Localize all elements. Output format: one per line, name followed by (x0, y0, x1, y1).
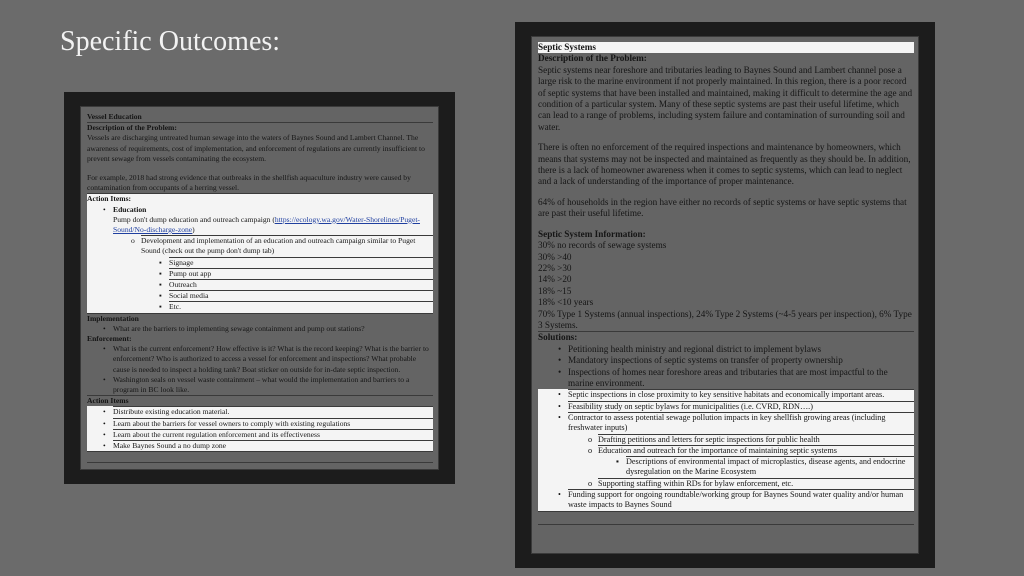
implementation-label: Implementation (87, 313, 433, 324)
education-link[interactable]: https://ecology.wa.gov/Water-Shorelines/Puget-Sound/No-discharge-zone (113, 214, 420, 235)
action-items-label: Action Items (87, 395, 433, 406)
info-line: 30% >40 (538, 251, 572, 262)
sub-item: o Drafting petitions and letters for septic inspections for public health (598, 434, 914, 445)
solution-item: • Inspections of homes near foreshore areas and tributaries that are most impactful to the marine environment. (568, 367, 914, 390)
implementation-item: • What are the barriers to implementing sewage containment and pump out stations? (113, 324, 433, 334)
right-document-page (531, 36, 919, 554)
right-problem-p3: 64% of households in the region have either no records of septic systems or have septic systems that are past their useful lifetime. (538, 196, 907, 219)
left-problem-p2: For example, 2018 had strong evidence that outbreaks in the shellfish aquaculture industry were caused by contamination from occupants of a herring vessel. (87, 173, 411, 193)
subsub-item: ▪ Descriptions of environmental impact of microplastics, disease agents, and endocrine dysregulation on the Marine Ecosystem (626, 456, 914, 478)
solution-item: • Petitioning health ministry and regional district to implement bylaws (568, 344, 914, 355)
right-document-content (538, 42, 914, 537)
sub-item: o Supporting staffing within RDs for bylaw enforcement, etc. (598, 478, 914, 489)
action-item: • Learn about the current regulation enforcement and its effectiveness (113, 429, 433, 440)
right-document-frame (515, 22, 935, 568)
action-item: • Learn about the barriers for vessel owners to comply with existing regulations (113, 418, 433, 429)
solution-item: • Mandatory inspections of septic systems on transfer of property ownership (568, 355, 914, 366)
sub-item-outreach: ▪ Outreach (169, 279, 433, 290)
enforcement-item: • Washington seals on vessel waste containment – what would the implementation and barriers to a program in BC look like. (113, 375, 433, 395)
info-line: 18% <10 years (538, 297, 594, 308)
info-line: 30% no records of sewage systems (538, 240, 667, 251)
left-action-label: Action Items: (87, 193, 433, 204)
solutions-label: Solutions: (538, 331, 914, 343)
info-line: 22% >30 (538, 262, 572, 273)
table-item: • Septic inspections in close proximity to key sensitive habitats and economically important areas. (568, 389, 914, 400)
enforcement-item: • What is the current enforcement? How effective is it? What is the record keeping? What is the barrier to enforcement? Who is authorized to access a vessel for enforcement and inspections? What probable cause is needed to inspect a holding tank? Boat sticker on outside for in-date septic inspection. (113, 344, 433, 375)
left-problem-label: Description of the Problem: (87, 122, 433, 133)
table-item: • Contractor to assess potential sewage pollution impacts in key shellfish growing areas (including freshwater inputs) (568, 412, 914, 434)
sub-item: o Education and outreach for the importance of maintaining septic systems (598, 445, 914, 456)
slide-title: Specific Outcomes: (60, 26, 281, 57)
left-document-content (87, 112, 433, 470)
vessel-heading: Vessel Education (87, 112, 142, 121)
sub-item-signage: ▪ Signage (169, 257, 433, 268)
left-document-page (80, 106, 439, 470)
info-label: Septic System Information: (538, 228, 646, 239)
sub-item-social: ▪ Social media (169, 290, 433, 301)
info-line: 70% Type 1 Systems (annual inspections), 24% Type 2 Systems (~4-5 years per inspection), 6% Type 3 Systems. (538, 308, 912, 330)
sub-item-app: ▪ Pump out app (169, 268, 433, 279)
left-document-frame (64, 92, 455, 484)
enforcement-label: Enforcement: (87, 334, 132, 344)
action-item: • Make Baynes Sound a no dump zone (113, 440, 433, 451)
dev-item: o Development and implementation of an education and outreach campaign similar to Puget Sound (check out the pump don't dump tab) (141, 235, 433, 256)
table-item: • Feasibility study on septic bylaws for municipalities (i.e. CVRD, RDN….) (568, 401, 914, 412)
sub-item-etc: ▪ Etc. (169, 301, 433, 312)
septic-heading: Septic Systems (538, 42, 914, 53)
info-line: 14% >20 (538, 274, 572, 285)
right-problem-p1: Septic systems near foreshore and tributaries leading to Baynes Sound and Lambert channel pose a large risk to the marine environment if not properly maintained. In this region, there is a poor record of septic systems that have been installed and maintained, making it difficult to determine the age and condition of a particular system. Many of these septic systems are past their useful lifetime, which can lead to a range of problems, including system failure and contamination of surrounding soil and water. (538, 64, 913, 132)
right-problem-label: Description of the Problem: (538, 53, 647, 64)
info-line: 18% ~15 (538, 285, 572, 296)
action-item: • Distribute existing education material. (113, 406, 433, 417)
funding-item: • Funding support for ongoing roundtable/working group for Baynes Sound water quality and/or human waste impacts to Baynes Sound (568, 489, 914, 511)
left-problem-p1: Vessels are discharging untreated human sewage into the waters of Baynes Sound and Lambert Channel. The awareness of requirements, cost of implementation, and enforcement of regulations are currently insufficient to prevent sewage from vessels contaminating the ecosystem. (87, 133, 425, 163)
education-item: • Education Pump don't dump education and outreach campaign (https://ecology.wa.gov/Water-Shorelines/Puget-Sound/No-discharge-zone) (113, 205, 433, 236)
right-problem-p2: There is often no enforcement of the required inspections and maintenance by homeowners, which means that systems may not be inspected and maintained as frequently as they should be. In addition, there is a lack of homeowner awareness when it comes to septic systems, which can lead to neglect and a lack of understanding of the importance of proper maintenance. (538, 142, 911, 187)
